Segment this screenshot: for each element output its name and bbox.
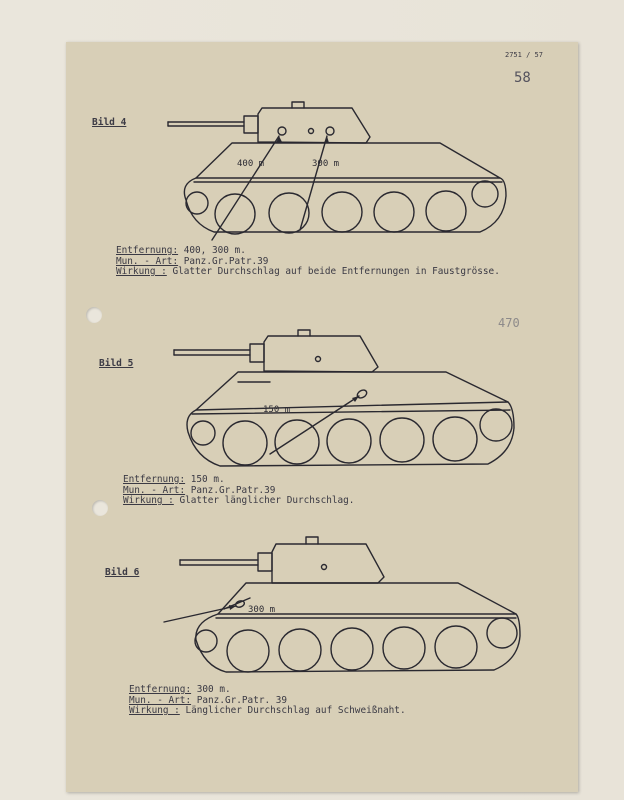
info-row-effect <box>116 267 500 278</box>
info-key: Wirkung : <box>123 495 174 506</box>
figure-6-info <box>129 685 406 717</box>
tank-drawing-fig6 <box>164 537 520 672</box>
info-value: 150 m. <box>190 474 225 485</box>
info-key: Mun. - Art: <box>123 484 186 496</box>
document-reference: 2751 / 57 <box>505 51 543 59</box>
info-key: Mun. - Art: <box>116 255 179 267</box>
figure-6-label: Bild 6 <box>105 567 140 578</box>
info-value: Panz.Gr.Patr.39 <box>190 484 276 496</box>
fig6-hit-label-300: 300 m <box>248 605 276 615</box>
archive-stamp: 470 <box>498 316 520 330</box>
info-value: Glatter länglicher Durchschlag. <box>179 495 355 506</box>
info-key: Mun. - Art: <box>129 694 192 706</box>
info-key: Wirkung : <box>129 705 180 716</box>
fig4-hit-label-400: 400 m <box>237 159 265 169</box>
info-value: Panz.Gr.Patr. 39 <box>196 694 288 706</box>
info-row-effect <box>129 706 406 717</box>
info-value: 300 m. <box>196 684 231 695</box>
info-value: Panz.Gr.Patr.39 <box>183 255 269 267</box>
page-number: 58 <box>514 70 531 86</box>
figure-5-info <box>123 475 354 507</box>
info-key: Entfernung: <box>129 684 192 695</box>
fig4-hit-label-300: 300 m <box>312 159 340 169</box>
info-row-effect <box>123 496 354 507</box>
info-value: Glatter Durchschlag auf beide Entfernungen in Faustgrösse. <box>172 266 500 277</box>
tank-drawing-fig4 <box>168 102 506 240</box>
info-key: Wirkung : <box>116 266 167 277</box>
info-value: 400, 300 m. <box>183 245 246 256</box>
figure-4-label: Bild 4 <box>92 117 127 128</box>
figure-5-label: Bild 5 <box>99 358 134 369</box>
info-value: Länglicher Durchschlag auf Schweißnaht. <box>185 705 406 716</box>
info-key: Entfernung: <box>116 245 179 256</box>
fig5-hit-label-150: 150 m <box>263 405 291 415</box>
tank-drawing-fig5 <box>174 330 514 466</box>
figure-4-info <box>116 246 500 278</box>
info-key: Entfernung: <box>123 474 186 485</box>
